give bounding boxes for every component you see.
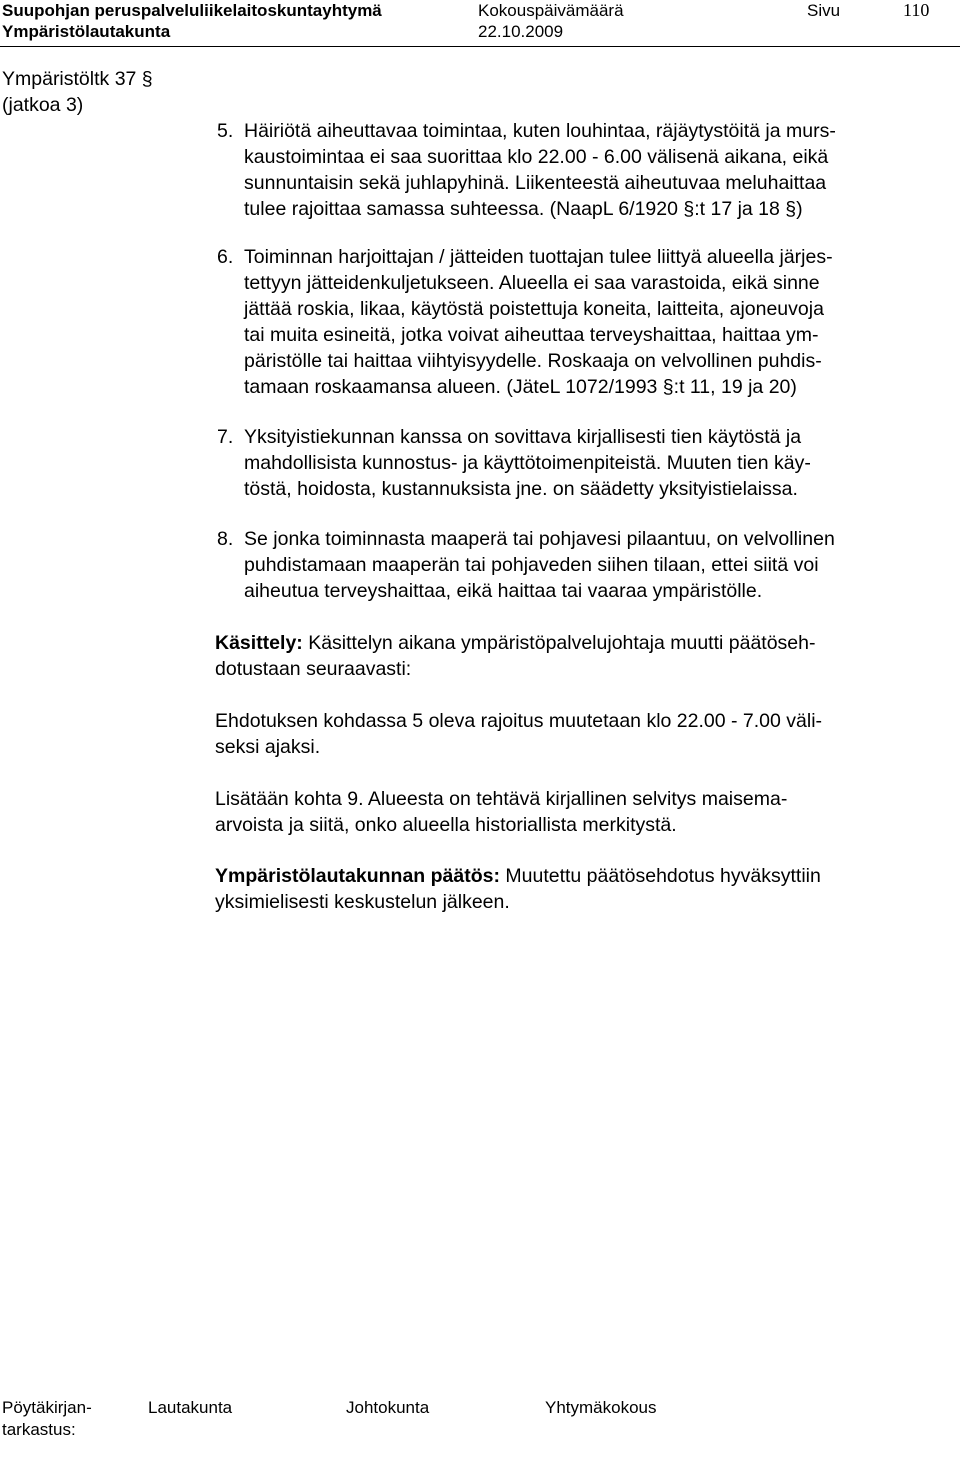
item-number: 8. (217, 528, 234, 550)
item-number: 6. (217, 246, 234, 268)
decision-line (215, 863, 821, 889)
item-line: Toiminnan harjoittajan / jätteiden tuottajan tulee liittyä alueella järjes- (244, 246, 833, 268)
item-number: 5. (217, 120, 234, 142)
amendment-line: Ehdotuksen kohdassa 5 oleva rajoitus muutetaan klo 22.00 - 7.00 väli- (215, 710, 823, 732)
processing-line: dotustaan seuraavasti: (215, 658, 412, 680)
page-number: 110 (903, 0, 930, 20)
item-line: aiheutua terveyshaittaa, eikä haittaa tai vaaraa ympäristölle. (244, 580, 763, 602)
item-line: päristölle tai haittaa viihtyisyydelle. Roskaaja on velvollinen puhdis- (244, 350, 822, 372)
item-line: mahdollisista kunnostus- ja käyttötoimenpiteistä. Muuten tien käy- (244, 452, 811, 474)
footer-check-label: tarkastus: (2, 1420, 76, 1439)
addition-line: Lisätään kohta 9. Alueesta on tehtävä kirjallinen selvitys maisema- (215, 788, 788, 810)
decision-text: Muutettu päätösehdotus hyväksyttiin (505, 865, 821, 887)
item-line: töstä, hoidosta, kustannuksista jne. on säädetty yksityistielaissa. (244, 478, 798, 500)
decision-paragraph (215, 863, 821, 915)
header-divider (0, 46, 960, 47)
item-line: tulee rajoittaa samassa suhteessa. (NaapL 6/1920 §:t 17 ja 18 §) (244, 198, 803, 220)
item-line: jättää roskia, likaa, käytöstä poistettuja koneita, laitteita, ajoneuvoja (244, 298, 824, 320)
list-item-6 (244, 244, 833, 400)
item-line: tamaan roskaamansa alueen. (JäteL 1072/1993 §:t 11, 19 ja 20) (244, 376, 797, 398)
meeting-date: 22.10.2009 (478, 22, 564, 41)
footer-assembly-label: Yhtymäkokous (545, 1398, 657, 1417)
page-label: Sivu (807, 1, 841, 20)
item-line: tettyyn jätteidenkuljetukseen. Alueella ei saa varastoida, eikä sinne (244, 272, 820, 294)
amendment-paragraph (215, 708, 822, 760)
item-line: Yksityistiekunnan kanssa on sovittava kirjallisesti tien käytöstä ja (244, 426, 802, 448)
continuation-note: (jatkoa 3) (2, 94, 84, 116)
department-name: Ympäristölautakunta (2, 22, 171, 41)
decision-label: Ympäristölautakunnan päätös: (215, 865, 500, 887)
footer-executive-label: Johtokunta (346, 1398, 430, 1417)
section-reference: Ympäristöltk 37 § (2, 68, 153, 90)
item-line: kaustoimintaa ei saa suorittaa klo 22.00 - 6.00 välisenä aikana, eikä (244, 146, 829, 168)
item-line: Häiriötä aiheuttavaa toimintaa, kuten louhintaa, räjäytystöitä ja murs- (244, 120, 836, 142)
organization-name: Suupohjan peruspalveluliikelaitoskuntayhtymä (2, 1, 382, 20)
list-item-5 (244, 118, 836, 222)
item-line: sunnuntaisin sekä juhlapyhinä. Liikenteestä aiheutuvaa meluhaittaa (244, 172, 827, 194)
footer-check-label: Pöytäkirjan- (2, 1398, 92, 1417)
processing-label: Käsittely: (215, 632, 303, 654)
item-line: Se jonka toiminnasta maaperä tai pohjavesi pilaantuu, on velvollinen (244, 528, 835, 550)
item-number: 7. (217, 426, 234, 448)
addition-paragraph (215, 786, 787, 838)
item-line: puhdistamaan maaperän tai pohjaveden siihen tilaan, ettei siitä voi (244, 554, 819, 576)
processing-text: Käsittelyn aikana ympäristöpalvelujohtaja muutti päätöseh- (308, 632, 816, 654)
list-item-8 (244, 526, 835, 604)
meeting-date-label: Kokouspäivämäärä (478, 1, 624, 20)
item-line: tai muita esineitä, jotka voivat aiheuttaa terveyshaittaa, haittaa ym- (244, 324, 819, 346)
processing-paragraph (215, 630, 816, 682)
decision-line: yksimielisesti keskustelun jälkeen. (215, 891, 510, 913)
footer-board-label: Lautakunta (148, 1398, 233, 1417)
list-item-7 (244, 424, 811, 502)
addition-line: arvoista ja siitä, onko alueella historiallista merkitystä. (215, 814, 677, 836)
amendment-line: seksi ajaksi. (215, 736, 321, 758)
processing-line (215, 630, 816, 656)
